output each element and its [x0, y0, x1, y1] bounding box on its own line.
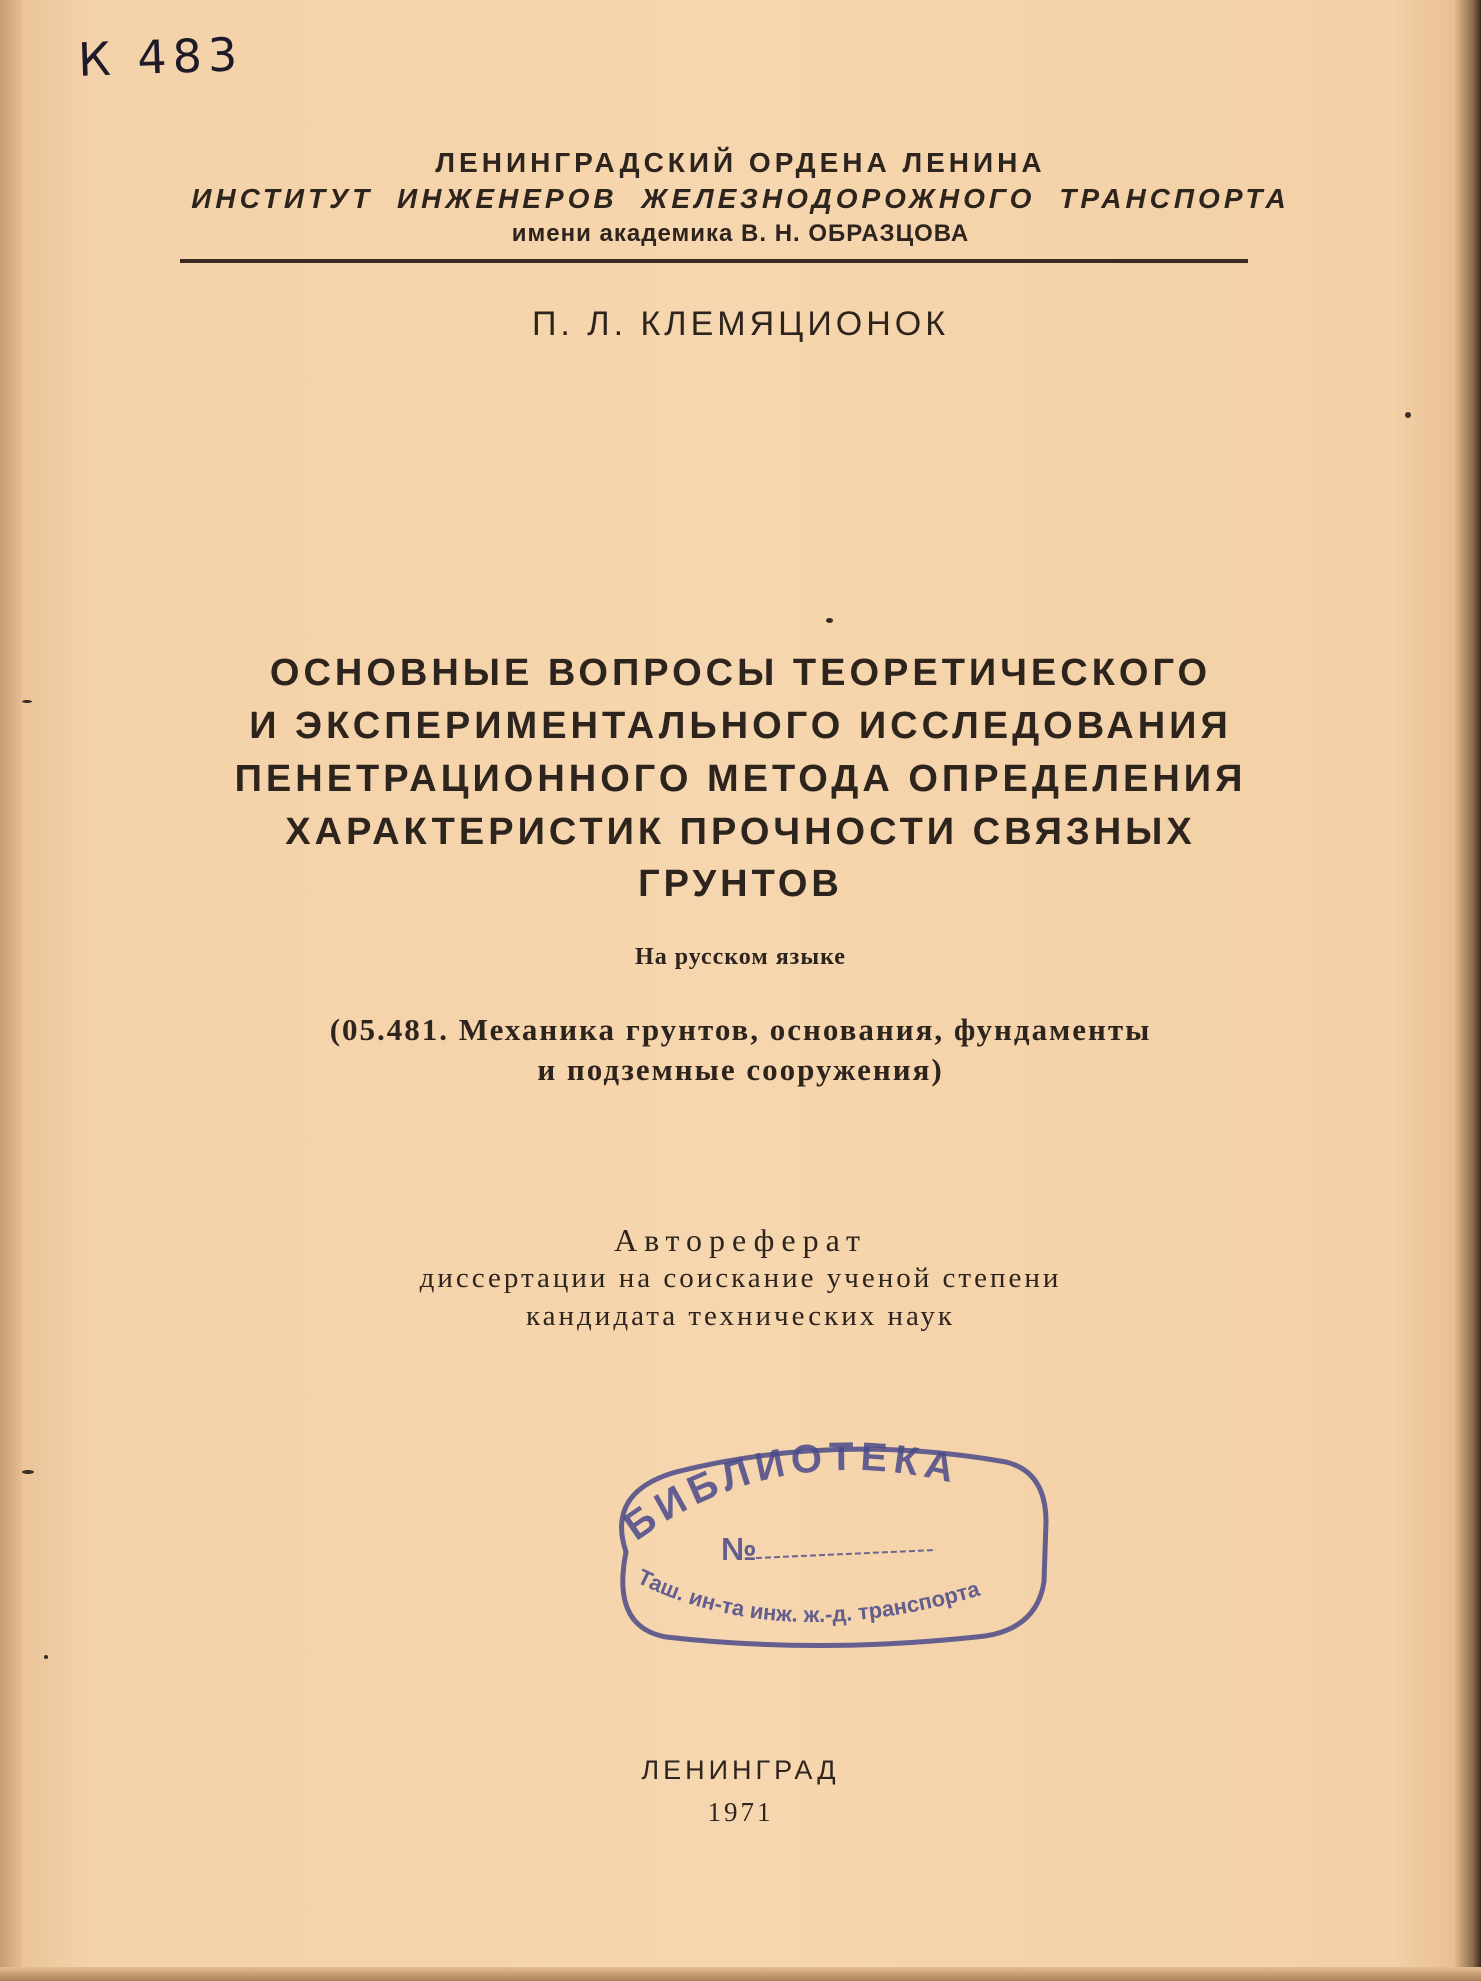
title-line-2: И ЭКСПЕРИМЕНТАЛЬНОГО ИССЛЕДОВАНИЯ [249, 705, 1232, 747]
institution-line-3: имени академика В. Н. ОБРАЗЦОВА [511, 220, 970, 247]
stamp-number-label: № [721, 1531, 757, 1567]
stamp-top-text: БИБЛИОТЕКА [616, 1434, 964, 1550]
language-note: На русском языке [635, 944, 846, 970]
page-right-edge [1455, 0, 1481, 1981]
institution-line-1: ЛЕНИНГРАДСКИЙ ОРДЕНА ЛЕНИНА [435, 147, 1046, 178]
specialty-line-2: и подземные сооружения) [537, 1052, 944, 1087]
stamp-number-line [756, 1550, 936, 1558]
author-name: П. Л. КЛЕМЯЦИОНОК [531, 305, 950, 343]
header-rule [180, 259, 1248, 263]
handwritten-catalog-note: К 483 [77, 27, 244, 87]
title-line-1: ОСНОВНЫЕ ВОПРОСЫ ТЕОРЕТИЧЕСКОГО [269, 652, 1212, 694]
publication-year: 1971 [707, 1797, 774, 1827]
institution-line-2: ИНСТИТУТ ИНЖЕНЕРОВ ЖЕЛЕЗНОДОРОЖНОГО ТРАНСПОРТА [191, 183, 1290, 214]
title-line-4: ХАРАКТЕРИСТИК ПРОЧНОСТИ СВЯЗНЫХ [285, 811, 1196, 853]
abstract-line-2: диссертации на соискание ученой степени [419, 1262, 1062, 1294]
stamp-bottom-text: Таш. ин-та инж. ж.-д. транспорта [633, 1564, 983, 1628]
page-bottom-edge [0, 1967, 1481, 1981]
abstract-heading: Автореферат [614, 1222, 867, 1258]
publication-city: ЛЕНИНГРАД [641, 1755, 840, 1785]
specialty-line-1: (05.481. Механика грунтов, основания, фундаменты [329, 1012, 1152, 1047]
library-stamp [596, 1432, 1062, 1656]
title-line-3: ПЕНЕТРАЦИОННОГО МЕТОДА ОПРЕДЕЛЕНИЯ [234, 758, 1247, 800]
page-left-edge [0, 0, 22, 1981]
title-line-5: ГРУНТОВ [638, 863, 843, 905]
abstract-line-3: кандидата технических наук [526, 1300, 955, 1332]
